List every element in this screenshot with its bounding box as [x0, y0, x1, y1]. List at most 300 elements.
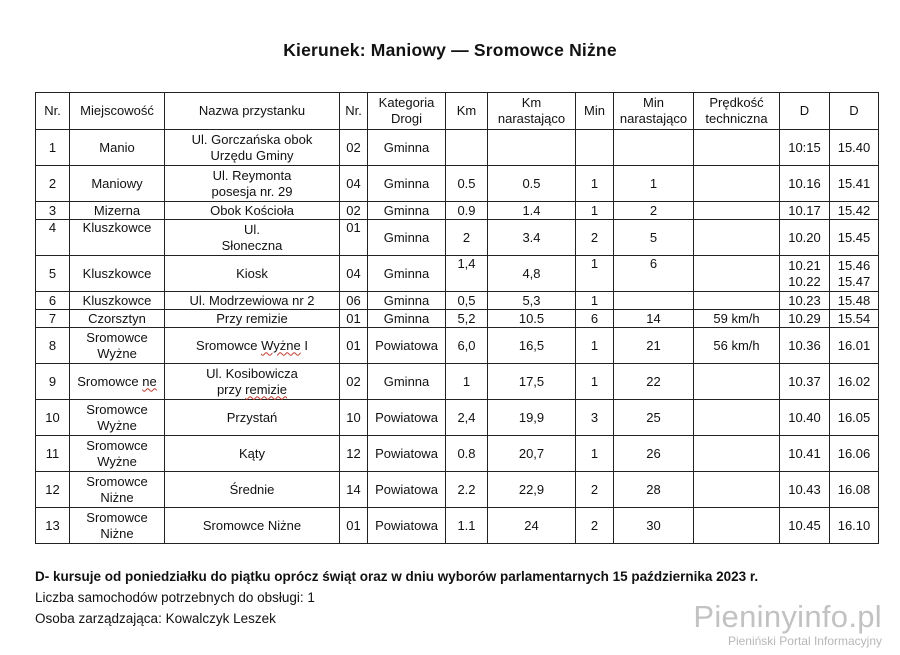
cell-line: 10.23 [788, 292, 821, 308]
cell-line: Km [456, 103, 477, 118]
cell-line: Przy remizie [216, 310, 288, 326]
cell-line: 7 [48, 310, 57, 326]
cell-line: 16.08 [837, 481, 871, 497]
cell-line: Ul. Kosibowicza [206, 365, 298, 381]
cell-line: 14 [346, 481, 361, 497]
cell-line: Maniowy [91, 175, 143, 191]
cell-line: Manio [99, 139, 135, 155]
cell-line: 22 [646, 373, 661, 389]
cell-col-d-morning [780, 508, 830, 544]
cell-col-nr-drogi [340, 220, 368, 256]
cell-line: Ul. Modrzewiowa nr 2 [189, 292, 315, 308]
cell-line: 3.4 [522, 229, 541, 245]
cell-line: Kluszkowce [82, 292, 152, 308]
cell-col-nr [36, 130, 70, 166]
cell-line: 0,5 [457, 292, 476, 308]
cell-line: 1 [590, 202, 599, 218]
cell-col-km [446, 220, 488, 256]
cell-col-min [576, 166, 614, 202]
cell-col-d-morning [780, 436, 830, 472]
cell-col-predkosc [694, 202, 780, 220]
cell-line: Wyżne [97, 453, 137, 469]
cell-line: 59 km/h [713, 310, 760, 326]
cell-col-nr [36, 220, 70, 256]
cell-line: 10.45 [788, 517, 821, 533]
header-col-d-morning [780, 93, 830, 130]
cell-col-predkosc [694, 220, 780, 256]
cell-line: Słoneczna [221, 237, 283, 253]
cell-col-miejscowosc [70, 472, 165, 508]
cell-line: 1 [590, 337, 599, 353]
cell-line: Gminna [383, 139, 430, 155]
table-row [36, 220, 879, 256]
cell-line: 1.4 [522, 202, 541, 218]
cell-col-nr-drogi [340, 328, 368, 364]
cell-line: 3 [590, 409, 599, 425]
cell-line: 16,5 [518, 337, 545, 353]
cell-col-d-morning [780, 472, 830, 508]
cell-line: Wyżne [97, 345, 137, 361]
cell-line: 01 [346, 337, 361, 353]
cell-line: 10.40 [788, 409, 821, 425]
cell-line: Powiatowa [375, 517, 438, 533]
cell-line: 0.5 [457, 175, 476, 191]
cell-col-predkosc [694, 472, 780, 508]
table-row [36, 328, 879, 364]
cell-col-km-narastajaco [488, 400, 576, 436]
cell-col-nr [36, 292, 70, 310]
cell-col-min [576, 328, 614, 364]
cell-line: Powiatowa [375, 337, 438, 353]
cell-line: 2.2 [457, 481, 476, 497]
header-col-nazwa-przystanku [165, 93, 340, 130]
cell-line: 5 [649, 229, 658, 245]
table-row [36, 202, 879, 220]
cell-col-d-afternoon [830, 166, 879, 202]
cell-line: 02 [346, 139, 361, 155]
cell-line: 10.17 [788, 202, 821, 218]
table-row [36, 508, 879, 544]
cell-col-km [446, 400, 488, 436]
cell-line: Miejscowość [80, 103, 154, 118]
cell-col-nazwa-przystanku [165, 220, 340, 256]
cell-col-km-narastajaco [488, 436, 576, 472]
cell-line: Kluszkowce [82, 265, 152, 281]
cell-col-miejscowosc [70, 436, 165, 472]
cell-col-predkosc [694, 508, 780, 544]
cell-line: 4,8 [522, 265, 541, 281]
cell-col-min-narastajaco [614, 436, 694, 472]
cell-line: 01 [346, 517, 361, 533]
cell-line: 4 [48, 220, 57, 235]
cell-col-d-morning [780, 220, 830, 256]
cell-line: 16.01 [837, 337, 871, 353]
cell-line: Nr. [345, 103, 362, 118]
cell-col-min-narastajaco [614, 202, 694, 220]
cell-line: Sromowce [86, 401, 148, 417]
cell-line: 6 [590, 310, 599, 326]
cell-line: Km [521, 95, 542, 110]
cell-col-nazwa-przystanku [165, 202, 340, 220]
cell-col-min [576, 472, 614, 508]
cell-col-min-narastajaco [614, 130, 694, 166]
footer-vehicles: Liczba samochodów potrzebnych do obsługi: 1 [35, 590, 315, 605]
cell-col-min-narastajaco [614, 472, 694, 508]
cell-line: 14 [646, 310, 661, 326]
cell-line: Min [584, 103, 605, 118]
cell-col-d-afternoon [830, 472, 879, 508]
cell-col-d-afternoon [830, 508, 879, 544]
cell-col-nazwa-przystanku [165, 436, 340, 472]
cell-col-nr [36, 256, 70, 292]
cell-line: Sromowce [86, 509, 148, 525]
header-col-kategoria-drogi [368, 93, 446, 130]
cell-col-miejscowosc [70, 130, 165, 166]
cell-col-min [576, 400, 614, 436]
cell-col-km-narastajaco [488, 292, 576, 310]
cell-col-nr [36, 166, 70, 202]
cell-line: Wyżne [97, 417, 137, 433]
cell-line: 26 [646, 445, 661, 461]
cell-col-nazwa-przystanku [165, 328, 340, 364]
cell-col-nazwa-przystanku [165, 400, 340, 436]
cell-col-predkosc [694, 130, 780, 166]
cell-line: Sromowce Wyżne I [196, 337, 308, 353]
cell-line: 10 [346, 409, 361, 425]
cell-col-min [576, 202, 614, 220]
cell-col-nazwa-przystanku [165, 364, 340, 400]
header-col-min-narastajaco [614, 93, 694, 130]
cell-line: Powiatowa [375, 409, 438, 425]
cell-col-d-morning [780, 202, 830, 220]
cell-line: 15.42 [837, 202, 871, 218]
cell-col-miejscowosc [70, 400, 165, 436]
cell-line: Powiatowa [375, 445, 438, 461]
cell-line: Sromowce [86, 437, 148, 453]
cell-col-d-afternoon [830, 310, 879, 328]
cell-line: 1 [590, 175, 599, 191]
cell-col-km [446, 310, 488, 328]
cell-line: 6,0 [457, 337, 476, 353]
cell-line: 1 [649, 175, 658, 191]
cell-col-d-afternoon [830, 364, 879, 400]
cell-line: 2 [590, 517, 599, 533]
cell-line: 10.21 [788, 257, 821, 273]
cell-line: 10.41 [788, 445, 821, 461]
footer-note-days: D- kursuje od poniedziałku do piątku oprócz świąt oraz w dniu wyborów parlamentarnych 15 października 2023 r. [35, 569, 759, 584]
table-row [36, 472, 879, 508]
cell-col-nr-drogi [340, 202, 368, 220]
watermark-brand: Pieninyinfo.pl [693, 599, 882, 634]
cell-col-miejscowosc [70, 364, 165, 400]
cell-line: Ul. Reymonta [212, 167, 292, 183]
cell-line: Sromowce [86, 473, 148, 489]
cell-col-miejscowosc [70, 220, 165, 256]
cell-line: 5,3 [522, 292, 541, 308]
cell-line: 1 [590, 373, 599, 389]
cell-col-d-morning [780, 400, 830, 436]
cell-line: Gminna [383, 310, 430, 326]
footer-manager: Osoba zarządzająca: Kowalczyk Leszek [35, 611, 276, 626]
header-col-miejscowosc [70, 93, 165, 130]
cell-line: 56 km/h [713, 337, 760, 353]
cell-col-nr-drogi [340, 292, 368, 310]
cell-line: 17,5 [518, 373, 545, 389]
table-row [36, 292, 879, 310]
cell-col-nr [36, 364, 70, 400]
cell-line: Min [643, 95, 664, 110]
table-row [36, 310, 879, 328]
cell-col-predkosc [694, 256, 780, 292]
cell-col-kategoria-drogi [368, 364, 446, 400]
cell-col-km-narastajaco [488, 256, 576, 292]
cell-col-nr-drogi [340, 364, 368, 400]
cell-line: 02 [346, 202, 361, 218]
cell-col-min-narastajaco [614, 292, 694, 310]
cell-line: 25 [646, 409, 661, 425]
cell-col-predkosc [694, 400, 780, 436]
cell-col-nr [36, 202, 70, 220]
cell-line: Drogi [390, 111, 423, 126]
cell-col-kategoria-drogi [368, 400, 446, 436]
cell-col-nazwa-przystanku [165, 472, 340, 508]
cell-line: Kluszkowce [82, 220, 152, 235]
cell-line: 24 [524, 517, 539, 533]
cell-line: 10.36 [788, 337, 821, 353]
cell-col-d-afternoon [830, 202, 879, 220]
cell-col-km-narastajaco [488, 364, 576, 400]
table-row [36, 256, 879, 292]
header-col-min [576, 93, 614, 130]
cell-col-nr [36, 472, 70, 508]
cell-col-km [446, 130, 488, 166]
cell-col-nr-drogi [340, 130, 368, 166]
cell-col-nr [36, 328, 70, 364]
cell-col-predkosc [694, 166, 780, 202]
cell-col-miejscowosc [70, 292, 165, 310]
cell-col-d-morning [780, 364, 830, 400]
cell-line: Sromowce ne [77, 373, 157, 389]
cell-col-km-narastajaco [488, 328, 576, 364]
cell-line: 10.29 [788, 310, 821, 326]
cell-line: 10.22 [788, 273, 821, 289]
cell-col-nazwa-przystanku [165, 310, 340, 328]
cell-line: Ul. Gorczańska obok [191, 131, 313, 147]
cell-line: 2 [590, 229, 599, 245]
cell-col-nr [36, 310, 70, 328]
cell-line: Ul. [244, 221, 260, 237]
cell-line: 1 [462, 373, 471, 389]
cell-line: D [799, 103, 810, 118]
header-col-nr-drogi [340, 93, 368, 130]
cell-line: 15.46 [837, 257, 871, 273]
cell-col-km-narastajaco [488, 508, 576, 544]
cell-line: 28 [646, 481, 661, 497]
cell-col-miejscowosc [70, 166, 165, 202]
cell-col-d-morning [780, 256, 830, 292]
table-header-row [36, 93, 879, 130]
cell-line: 6 [649, 256, 658, 271]
cell-col-min-narastajaco [614, 364, 694, 400]
cell-line: 1 [590, 256, 599, 271]
cell-col-min [576, 256, 614, 292]
cell-col-km [446, 472, 488, 508]
cell-col-min-narastajaco [614, 508, 694, 544]
cell-line: Niżne [100, 489, 134, 505]
table-row [36, 400, 879, 436]
cell-line: Gminna [383, 292, 430, 308]
cell-line: 1 [590, 445, 599, 461]
footer-notes [35, 566, 758, 629]
table-row [36, 436, 879, 472]
watermark [693, 600, 882, 648]
cell-col-min-narastajaco [614, 166, 694, 202]
cell-col-min-narastajaco [614, 256, 694, 292]
cell-col-km [446, 166, 488, 202]
cell-line: 19,9 [518, 409, 545, 425]
cell-col-d-morning [780, 328, 830, 364]
cell-col-km [446, 202, 488, 220]
cell-col-km [446, 292, 488, 310]
cell-col-kategoria-drogi [368, 166, 446, 202]
cell-line: 1.1 [457, 517, 476, 533]
cell-col-nazwa-przystanku [165, 130, 340, 166]
cell-col-kategoria-drogi [368, 508, 446, 544]
cell-col-d-afternoon [830, 400, 879, 436]
page-title: Kierunek: Maniowy — Sromowce Niżne [283, 40, 617, 60]
cell-col-min [576, 436, 614, 472]
cell-col-km-narastajaco [488, 472, 576, 508]
cell-line: 16.05 [837, 409, 871, 425]
cell-line: 16.10 [837, 517, 871, 533]
cell-col-kategoria-drogi [368, 328, 446, 364]
cell-col-kategoria-drogi [368, 256, 446, 292]
cell-col-d-afternoon [830, 256, 879, 292]
cell-col-min-narastajaco [614, 328, 694, 364]
cell-line: 15.47 [837, 273, 871, 289]
cell-col-km [446, 256, 488, 292]
cell-col-nr [36, 400, 70, 436]
cell-col-d-morning [780, 130, 830, 166]
cell-col-min-narastajaco [614, 400, 694, 436]
cell-line: 2 [462, 229, 471, 245]
cell-line: 8 [48, 337, 57, 353]
cell-line: Nazwa przystanku [198, 103, 306, 118]
cell-line: 10.16 [788, 175, 821, 191]
cell-line: 13 [45, 517, 60, 533]
header-col-d-afternoon [830, 93, 879, 130]
cell-line: Średnie [229, 481, 275, 497]
cell-line: Obok Kościoła [210, 202, 294, 218]
cell-col-kategoria-drogi [368, 292, 446, 310]
cell-line: 21 [646, 337, 661, 353]
cell-col-nazwa-przystanku [165, 166, 340, 202]
cell-line: 15.40 [837, 139, 871, 155]
cell-col-min-narastajaco [614, 310, 694, 328]
cell-col-min [576, 220, 614, 256]
cell-col-km-narastajaco [488, 166, 576, 202]
cell-col-km-narastajaco [488, 202, 576, 220]
table-row [36, 130, 879, 166]
cell-line: 10:15 [788, 139, 821, 155]
cell-line: posesja nr. 29 [211, 183, 293, 199]
cell-col-nr-drogi [340, 166, 368, 202]
cell-col-kategoria-drogi [368, 472, 446, 508]
cell-col-nr [36, 508, 70, 544]
header-col-km [446, 93, 488, 130]
cell-line: Sromowce Niżne [202, 517, 302, 533]
cell-line: 2,4 [457, 409, 476, 425]
cell-line: D [849, 103, 859, 118]
header-col-nr [36, 93, 70, 130]
cell-col-nr-drogi [340, 256, 368, 292]
cell-line: 0.9 [457, 202, 476, 218]
timetable [35, 92, 879, 544]
cell-col-min [576, 292, 614, 310]
cell-line: przy remizie [216, 381, 288, 397]
cell-col-nazwa-przystanku [165, 508, 340, 544]
cell-col-km [446, 436, 488, 472]
cell-line: 01 [346, 220, 361, 235]
cell-col-km-narastajaco [488, 130, 576, 166]
cell-col-nr-drogi [340, 310, 368, 328]
cell-col-kategoria-drogi [368, 310, 446, 328]
header-col-km-narastajaco [488, 93, 576, 130]
cell-line: 10.37 [788, 373, 821, 389]
cell-col-min [576, 310, 614, 328]
cell-col-kategoria-drogi [368, 436, 446, 472]
cell-line: 11 [45, 445, 60, 461]
cell-line: 16.06 [837, 445, 871, 461]
cell-line: Kąty [238, 445, 265, 461]
cell-line: 0.5 [522, 175, 541, 191]
cell-line: Czorsztyn [88, 310, 146, 326]
cell-col-min [576, 364, 614, 400]
table-body [36, 130, 879, 544]
cell-line: Gminna [383, 202, 430, 218]
cell-col-nr-drogi [340, 472, 368, 508]
watermark-subtitle: Pieniński Portal Informacyjny [727, 634, 882, 648]
cell-line: 02 [346, 373, 361, 389]
cell-col-min-narastajaco [614, 220, 694, 256]
cell-line: 3 [48, 202, 57, 218]
cell-col-predkosc [694, 310, 780, 328]
cell-col-predkosc [694, 364, 780, 400]
cell-line: 04 [346, 175, 361, 191]
cell-col-min [576, 130, 614, 166]
cell-line: 20,7 [518, 445, 545, 461]
cell-line: Kategoria [378, 95, 435, 110]
cell-line: 10.5 [518, 310, 545, 326]
cell-line: 9 [48, 373, 57, 389]
cell-line: 6 [48, 292, 57, 308]
cell-col-kategoria-drogi [368, 202, 446, 220]
cell-line: Powiatowa [375, 481, 438, 497]
cell-line: Mizerna [93, 202, 141, 218]
cell-col-nr [36, 436, 70, 472]
cell-line: Gminna [383, 175, 430, 191]
cell-col-predkosc [694, 436, 780, 472]
cell-col-nr-drogi [340, 436, 368, 472]
cell-line: Gminna [383, 373, 430, 389]
cell-col-predkosc [694, 328, 780, 364]
cell-line: 5 [48, 265, 57, 281]
table-row [36, 166, 879, 202]
cell-col-d-morning [780, 310, 830, 328]
cell-line: 2 [649, 202, 658, 218]
cell-line: Sromowce [86, 329, 148, 345]
cell-col-miejscowosc [70, 508, 165, 544]
